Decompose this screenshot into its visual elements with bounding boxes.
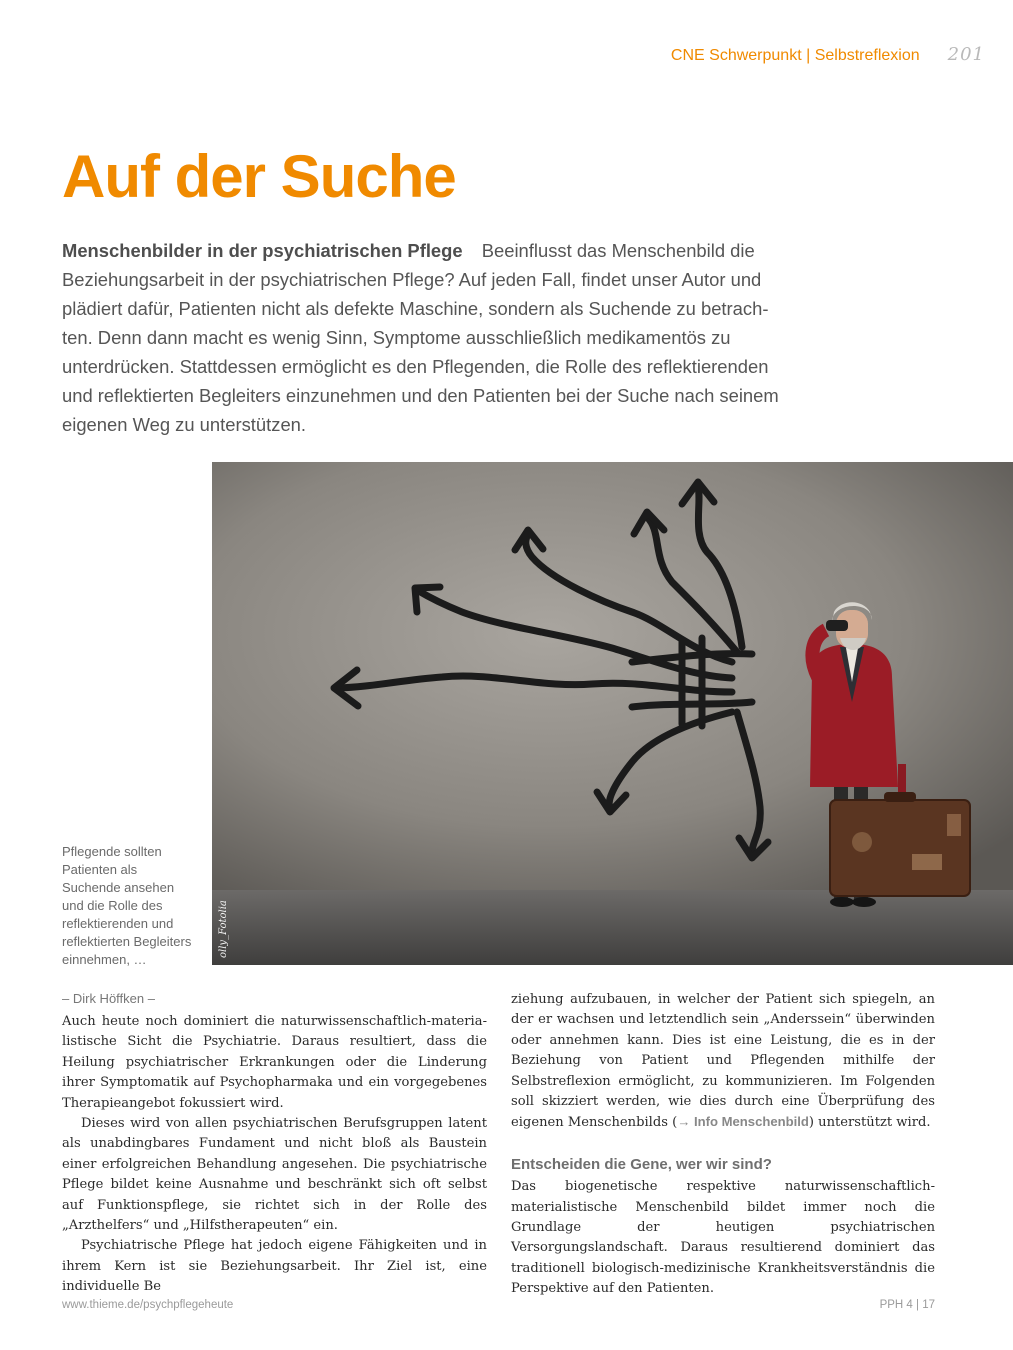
body-paragraph: Auch heute noch dominiert die naturwissenschaftlich-materialistische Sicht die Psychiatrie. Daraus resultiert, dass die Heilung psychiatrischer Erkrankungen oder die Linderung ihrer Symptomatik auf Psychopharmaka und ein vorgegebenes Therapieangebot fokussiert wird. — [62, 1014, 487, 1111]
image-credit: olly_Fotolia — [218, 900, 229, 958]
section-label: CNE Schwerpunkt | Selbstreflexion — [670, 47, 920, 64]
body-paragraph: Das biogenetische respektive naturwissenschaftlich-materialistische Menschenbild bildet immer noch die Grundlage der heutigen psychiatrischen Versorgungslandschaft. Daraus resultierend dominiert das traditionell biologisch-medizinische Krankheitsverständnis die Perspektive auf den Patienten. — [511, 1179, 935, 1297]
body-text: ziehung aufzubauen, in welcher der Patient sich spiegeln, an der er wachsen und letztendlich sein „Anderssein“ überwinden oder annehmen kann. Dies ist eine Leistung, die es in der Beziehung von Patient und Pflegenden mithilfe der Selbstreflexion ermöglicht, zu kommunizieren. Im Folgenden soll skizziert werden, wie dies durch eine Überprüfung des eigenen Menschenbilds ( — [511, 992, 935, 1131]
body-paragraph: Psychiatrische Pflege hat jedoch eigene Fähigkeiten und in ihrem Kern ist sie Beziehungsarbeit. Ihr Ziel ist, eine individuelle Be — [62, 1238, 487, 1295]
floor — [212, 890, 1013, 965]
body-text: ) unterstützt wird. — [808, 1115, 931, 1131]
info-box-reference[interactable]: → Info Menschenbild — [677, 1114, 809, 1130]
page-number: 201 — [947, 44, 985, 65]
body-column-left — [62, 1012, 487, 1298]
article-lead — [62, 236, 792, 439]
body-column-right — [511, 990, 935, 1300]
article-photo — [212, 462, 1013, 965]
author-byline: – Dirk Höffken – — [62, 991, 155, 1006]
section-subheading: Entscheiden die Gene, wer wir sind? — [511, 1155, 772, 1173]
lead-text: Beeinflusst das Menschenbild die Beziehungsarbeit in der psychiatrischen Pflege? Auf jeden Fall, findet unser Autor und plädiert dafür, Patienten nicht als defekte Maschine, sondern als Suchende zu betrachten. Denn dann macht es wenig Sinn, Symptome ausschließlich medikamentös zu unterdrücken. Stattdessen ermöglicht es den Pflegenden, die Rolle des reflektierenden und reflektierten Begleiters einzunehmen und den Patienten bei der Suche nach seinem eigenen Weg zu unterstützen. — [62, 240, 779, 435]
footer-issue: PPH 4 | 17 — [879, 1299, 935, 1311]
image-caption: Pflegende sollten Patienten als Suchende ansehen und die Rolle des reflektierenden und reflektierten Begleiters einnehmen, … — [62, 844, 192, 967]
article-title: Auf der Suche — [62, 143, 456, 210]
photo-illustration — [212, 462, 1013, 965]
lead-kicker: Menschenbilder in der psychiatrischen Pflege — [62, 240, 463, 261]
body-paragraph — [511, 990, 935, 1134]
suitcase — [830, 792, 970, 896]
footer-url: www.thieme.de/psychpflegeheute — [62, 1299, 234, 1311]
running-head — [671, 44, 985, 65]
body-paragraph: Dieses wird von allen psychiatrischen Berufsgruppen latent als unabdingbares Fundament und nicht bloß als Baustein einer erfolgreichen Behandlung angesehen. Die psychiatrische Pflege bildet keine Ausnahme und beschränkt sich oft selbst auf Funktionspflege, sie richtet sich in der Rolle des „Arzthelfers“ und „Hilfstherapeuten“ ein. — [62, 1116, 487, 1234]
